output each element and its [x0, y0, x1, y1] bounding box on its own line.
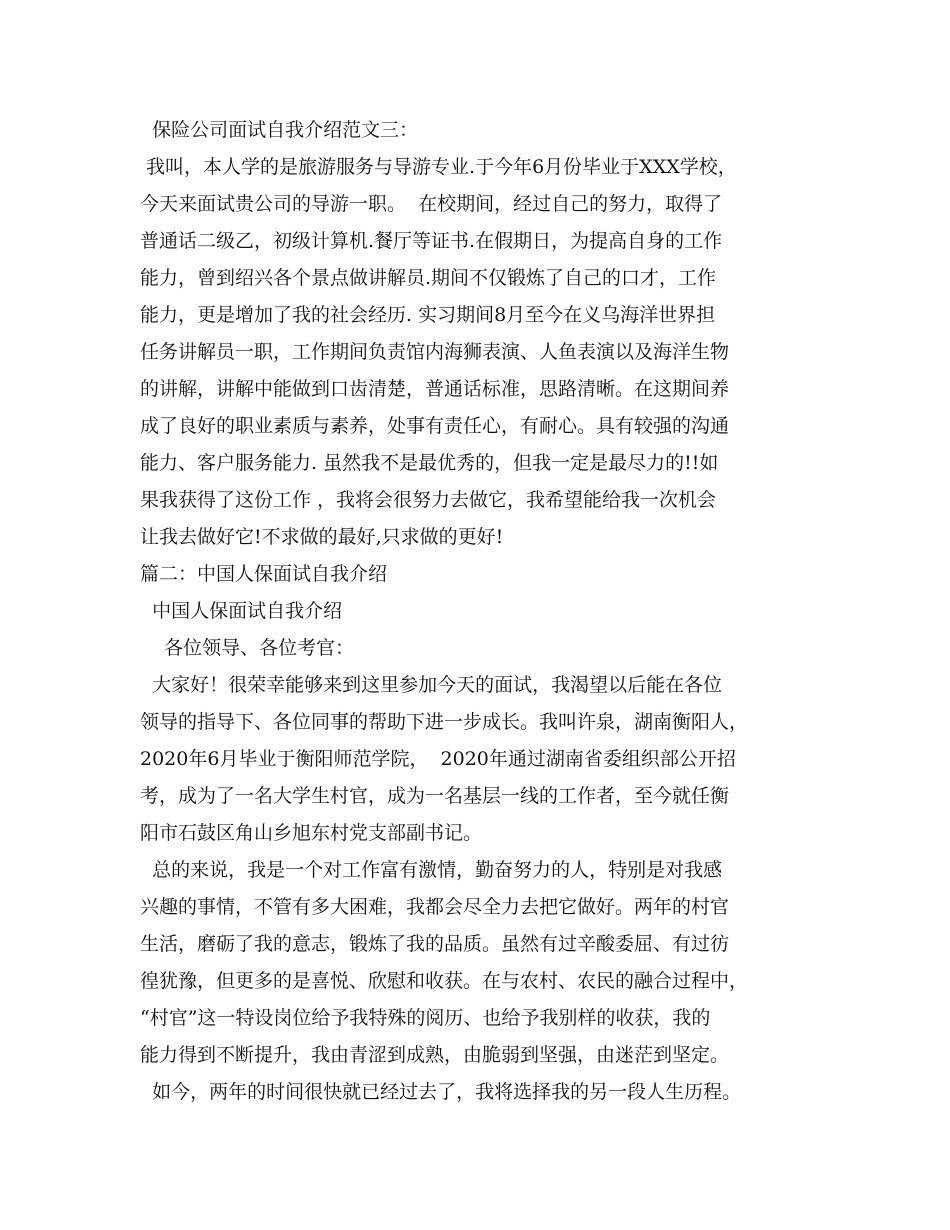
text-line: 领导的指导下、各位同事的帮助下进一步成长。我叫许泉，湖南衡阳人，: [140, 711, 749, 733]
text-line: 今天来面试贵公司的导游一职。 在校期间，经过自己的努力，取得了: [140, 193, 723, 215]
text-line: 阳市石鼓区角山乡旭东村党支部副书记。: [140, 822, 483, 844]
text-line: 能力、客户服务能力. 虽然我不是最优秀的，但我一定是最尽力的!!如: [140, 452, 719, 474]
text-line: 总的来说，我是一个对工作富有激情，勤奋努力的人，特别是对我感: [140, 859, 723, 881]
text-line: 普通话二级乙，初级计算机.餐厅等证书.在假期日，为提高自身的工作: [140, 230, 723, 252]
text-line: 2020年6月毕业于衡阳师范学院， 2020年通过湖南省委组织部公开招: [140, 748, 736, 770]
text-line: 让我去做好它!不求做的最好,只求做的更好!: [140, 526, 504, 548]
text-line: 兴趣的事情，不管有多大困难，我都会尽全力去把它做好。两年的村官: [140, 896, 730, 918]
document-body: [140, 112, 840, 1111]
text-line: 能力，更是增加了我的社会经历. 实习期间8月至今在义乌海洋世界担: [140, 304, 716, 326]
article-title: 中国人保面试自我介绍: [140, 600, 343, 622]
text-line: 的讲解，讲解中能做到口齿清楚，普通话标准，思路清晰。在这期间养: [140, 378, 730, 400]
text-line: 成了良好的职业素质与素养，处事有责任心，有耐心。具有较强的沟通: [140, 415, 730, 437]
text-line: 考，成为了一名大学生村官，成为一名基层一线的工作者，至今就任衡: [140, 785, 730, 807]
text-line: 保险公司面试自我介绍范文三：: [140, 119, 419, 141]
text-line: “村官”这一特设岗位给予我特殊的阅历、也给予我别样的收获，我的: [140, 1007, 711, 1029]
text-line: 如今，两年的时间很快就已经过去了，我将选择我的另一段人生历程。: [140, 1081, 742, 1103]
text-line: 能力得到不断提升，我由青涩到成熟，由脆弱到坚强，由迷茫到坚定。: [140, 1044, 730, 1066]
section-heading: 篇二：中国人保面试自我介绍: [140, 563, 388, 585]
text-line: 我叫，本人学的是旅游服务与导游专业.于今年6月份毕业于XXX学校，: [140, 156, 737, 178]
text-line: 生活，磨砺了我的意志，锻炼了我的品质。虽然有过辛酸委屈、有过彷: [140, 933, 730, 955]
text-line: 大家好！很荣幸能够来到这里参加今天的面试，我渴望以后能在各位: [140, 674, 723, 696]
salutation: 各位领导、各位考官：: [140, 637, 355, 659]
text-line: 能力，曾到绍兴各个景点做讲解员.期间不仅锻炼了自己的口才，工作: [140, 267, 717, 289]
text-line: 果我获得了这份工作 ，我将会很努力去做它，我希望能给我一次机会: [140, 489, 717, 511]
text-line: 徨犹豫，但更多的是喜悦、欣慰和收获。在与农村、农民的融合过程中，: [140, 970, 749, 992]
text-line: 任务讲解员一职，工作期间负责馆内海狮表演、人鱼表演以及海洋生物: [140, 341, 730, 363]
